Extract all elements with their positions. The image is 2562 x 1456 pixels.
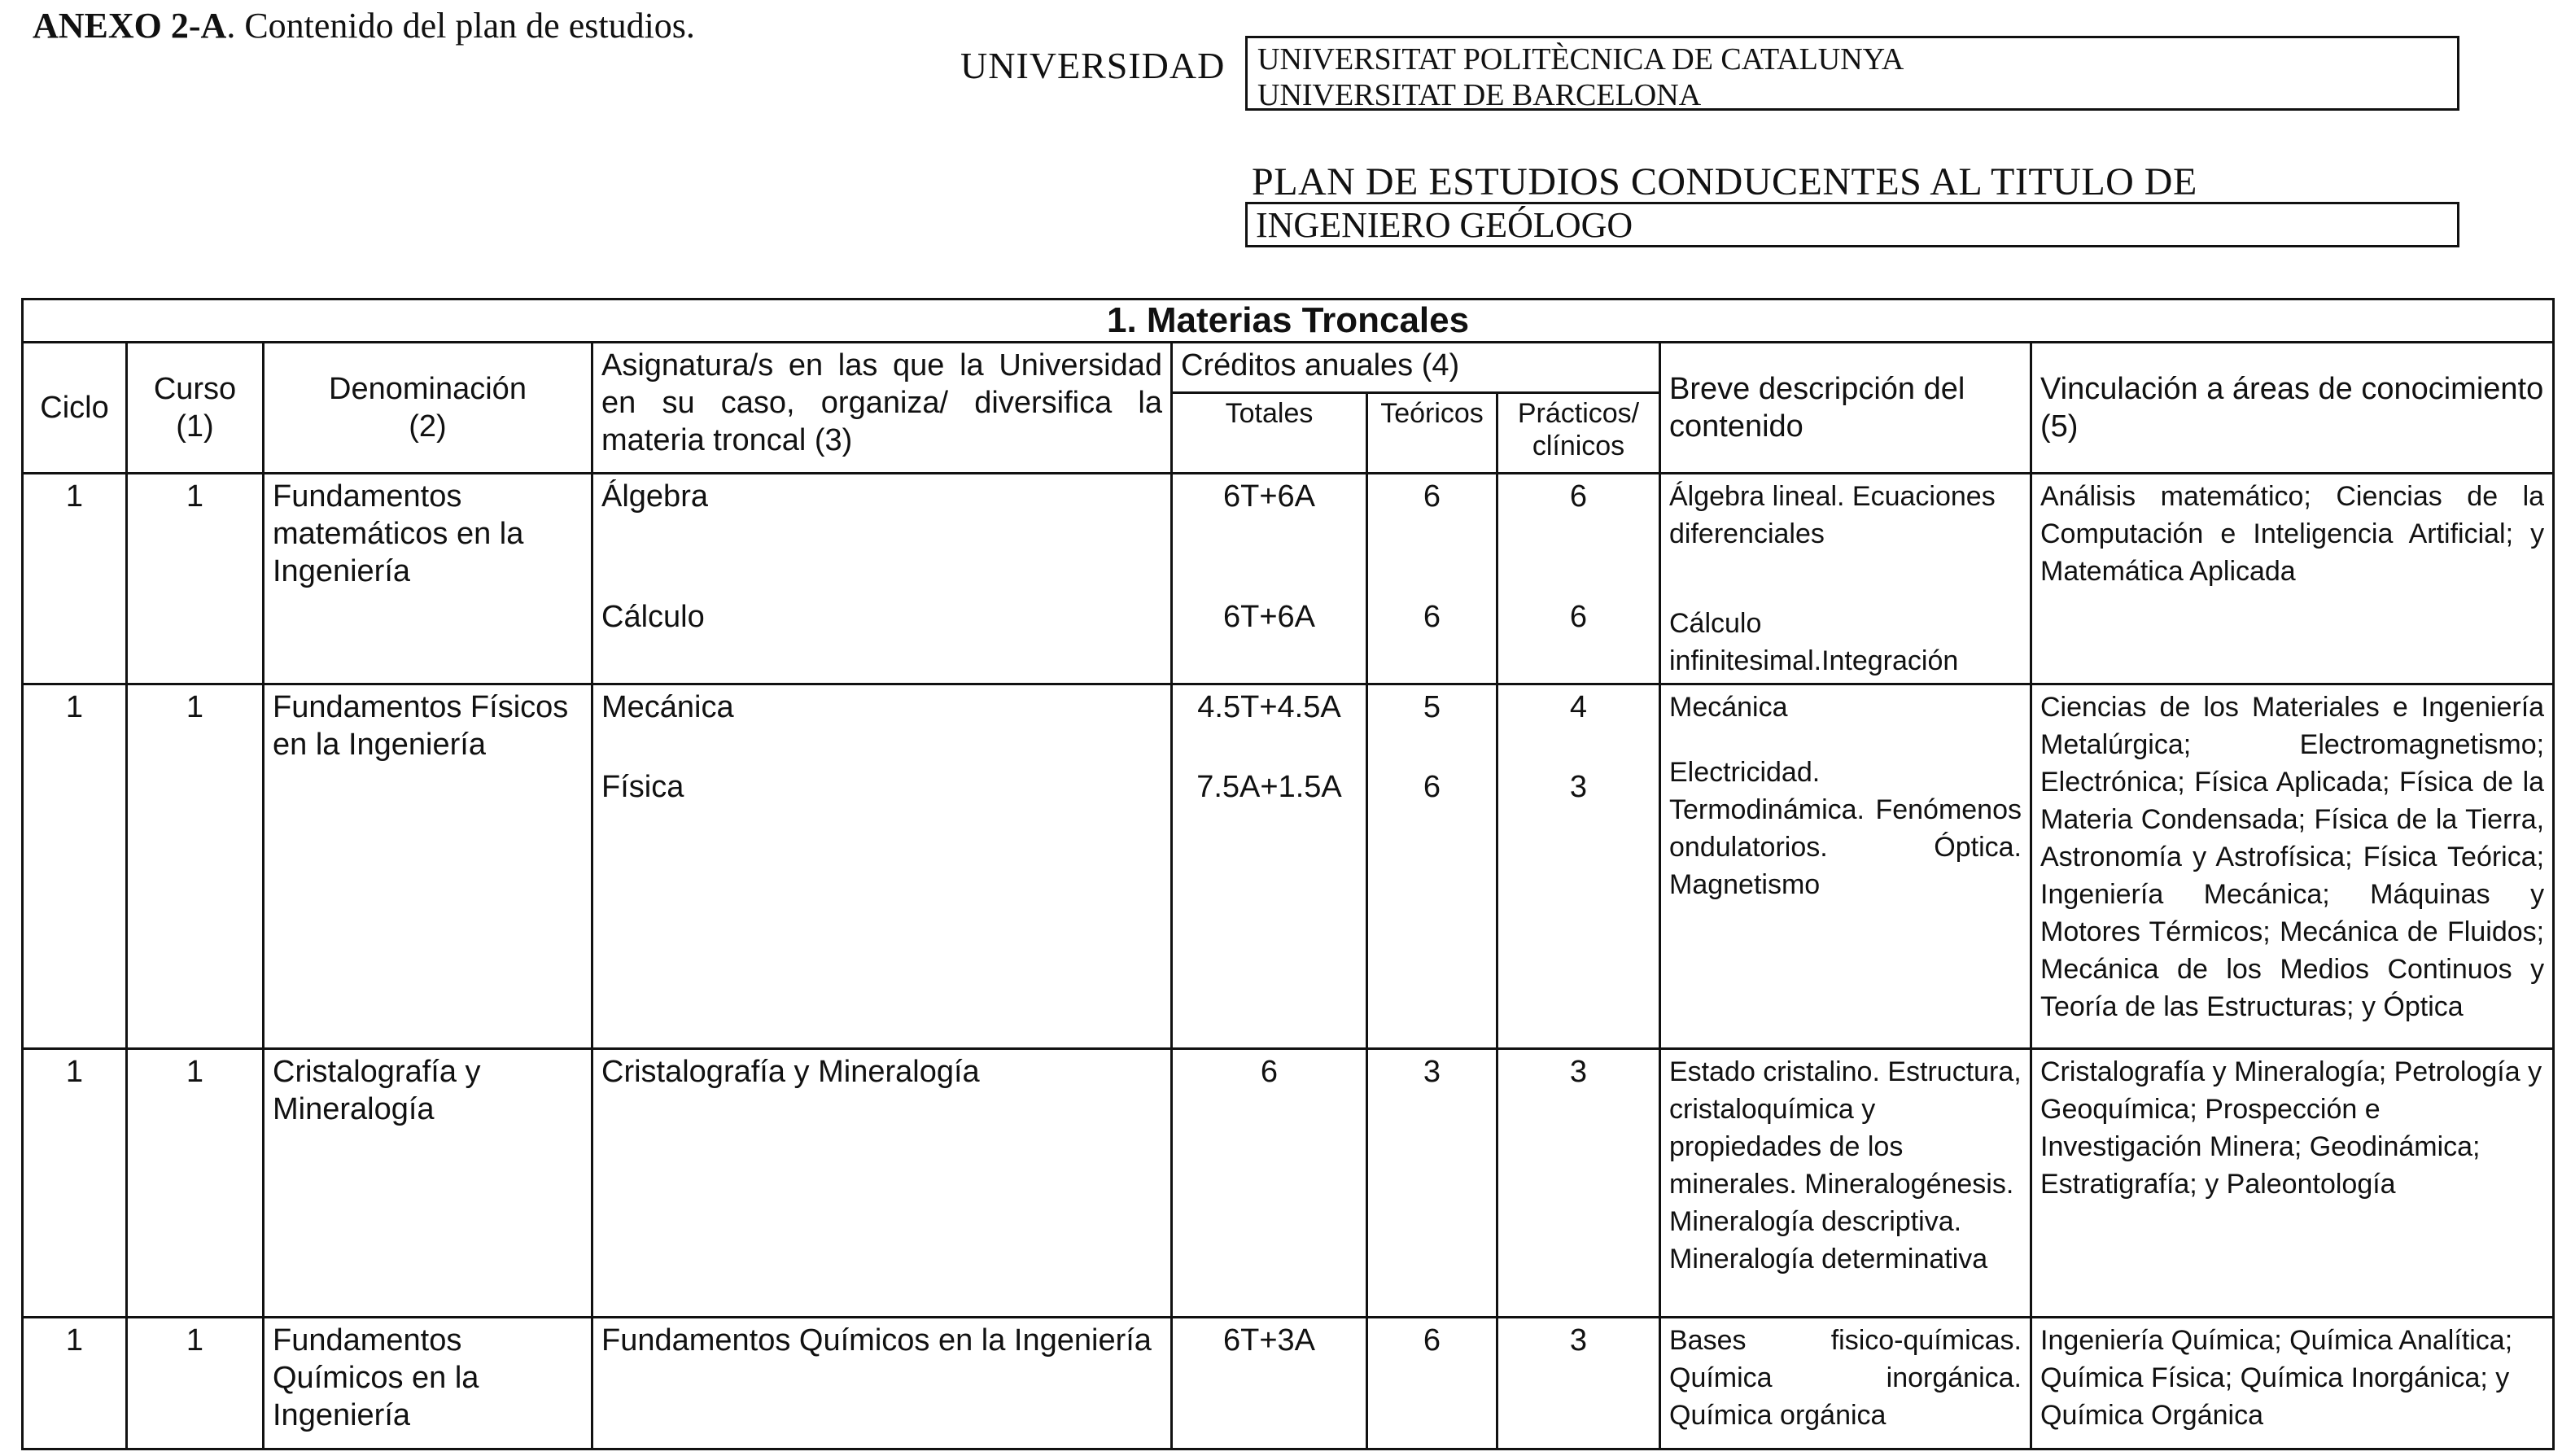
cell-asignatura xyxy=(592,474,1172,684)
cell-ciclo: 1 xyxy=(23,1318,127,1449)
cell-descripcion: Bases fisico-químicas. Química inorgánica. Química orgánica xyxy=(1660,1318,2031,1449)
header-row-1 xyxy=(23,343,2554,393)
caption-row xyxy=(23,300,2554,343)
cell-teoricos: 3 xyxy=(1367,1049,1497,1318)
cell-curso: 1 xyxy=(127,1318,264,1449)
header-asignatura: Asignatura/s en las que la Universidad en su caso, organiza/ diversifica la materia troncal (3) xyxy=(592,343,1172,474)
cell-ciclo: 1 xyxy=(23,684,127,1049)
header-vinculacion: Vinculación a áreas de conocimiento (5) xyxy=(2031,343,2554,474)
universidad-box xyxy=(1245,36,2459,111)
descripcion-text: Electricidad. Termodinámica. Fenómenos ondulatorios. Óptica. Magnetismo xyxy=(1669,757,2022,901)
table-caption: 1. Materias Troncales xyxy=(23,300,2554,343)
teoricos-value: 6 xyxy=(1423,770,1441,805)
cell-teoricos xyxy=(1367,684,1497,1049)
universidad-name-1: UNIVERSITAT POLITÈCNICA DE CATALUNYA xyxy=(1257,42,1904,77)
header-ciclo: Ciclo xyxy=(23,343,127,474)
table-row xyxy=(23,684,2554,1049)
practicos-value: 6 xyxy=(1569,479,1588,514)
totales-value: 6T+6A xyxy=(1222,479,1316,514)
cell-totales: 6T+3A xyxy=(1172,1318,1367,1449)
cell-vinculacion: Ingeniería Química; Química Analítica; Química Física; Química Inorgánica; y Química Orgánica xyxy=(2031,1318,2554,1449)
annex-title xyxy=(33,5,695,46)
header-descripcion: Breve descripción del contenido xyxy=(1660,343,2031,474)
header-curso: Curso (1) xyxy=(127,343,264,474)
cell-curso: 1 xyxy=(127,474,264,684)
universidad-name-2: UNIVERSITAT DE BARCELONA xyxy=(1257,78,1702,112)
cell-teoricos: 6 xyxy=(1367,1318,1497,1449)
cell-practicos: 3 xyxy=(1497,1049,1660,1318)
totales-value: 7.5A+1.5A xyxy=(1196,770,1342,805)
plan-label: PLAN DE ESTUDIOS CONDUCENTES AL TITULO DE xyxy=(1252,160,2197,203)
teoricos-value: 6 xyxy=(1423,600,1441,635)
cell-ciclo: 1 xyxy=(23,474,127,684)
cell-vinculacion: Ciencias de los Materiales e Ingeniería Metalúrgica; Electromagnetismo; Electrónica; Física Aplicada; Física de la Materia Condensada; Física de la Tierra, Astronomía y Astrofísica; Física Teórica; Ingeniería Mecánica; Máquinas y Motores Térmicos; Mecánica de Fluidos; Mecánica de los Medios Continuos y Teoría de las Estructuras; y Óptica xyxy=(2031,684,2554,1049)
header-denominacion-note: (2) xyxy=(409,409,447,444)
asignatura-name: Álgebra xyxy=(601,479,708,514)
cell-denominacion: Fundamentos Físicos en la Ingeniería xyxy=(264,684,592,1049)
cell-asignatura: Fundamentos Químicos en la Ingeniería xyxy=(592,1318,1172,1449)
cell-ciclo: 1 xyxy=(23,1049,127,1318)
teoricos-value: 6 xyxy=(1423,479,1441,514)
cell-descripcion xyxy=(1660,474,2031,684)
cell-totales xyxy=(1172,474,1367,684)
annex-label: ANEXO 2-A xyxy=(33,6,227,46)
cell-vinculacion: Cristalografía y Mineralogía; Petrología y Geoquímica; Prospección e Investigación Minera; Geodinámica; Estratigrafía; y Paleontología xyxy=(2031,1049,2554,1318)
practicos-value: 6 xyxy=(1569,600,1588,635)
table-row xyxy=(23,1318,2554,1449)
totales-value: 6T+6A xyxy=(1222,600,1316,635)
table-row xyxy=(23,1049,2554,1318)
cell-denominacion: Cristalografía y Mineralogía xyxy=(264,1049,592,1318)
header-denominacion-label: Denominación xyxy=(329,372,527,407)
totales-value: 4.5T+4.5A xyxy=(1197,690,1341,725)
practicos-value: 4 xyxy=(1569,690,1588,725)
descripcion-text: Álgebra lineal. Ecuaciones diferenciales xyxy=(1669,481,1996,550)
cell-curso: 1 xyxy=(127,1049,264,1318)
descripcion-text: Cálculo infinitesimal.Integración xyxy=(1669,608,1959,677)
universidad-label: UNIVERSIDAD xyxy=(960,45,1226,86)
titulo-box xyxy=(1245,202,2459,247)
asignatura-name: Mecánica xyxy=(601,690,734,725)
header-denominacion xyxy=(264,343,592,474)
cell-practicos xyxy=(1497,474,1660,684)
cell-curso: 1 xyxy=(127,684,264,1049)
descripcion-text: Mecánica xyxy=(1669,692,1788,724)
cell-totales: 6 xyxy=(1172,1049,1367,1318)
cell-denominacion: Fundamentos Químicos en la Ingeniería xyxy=(264,1318,592,1449)
header-creditos: Créditos anuales (4) xyxy=(1172,343,1660,393)
cell-descripcion: Estado cristalino. Estructura, cristaloquímica y propiedades de los minerales. Mineralogénesis. Mineralogía descriptiva. Mineralogía determinativa xyxy=(1660,1049,2031,1318)
cell-asignatura: Cristalografía y Mineralogía xyxy=(592,1049,1172,1318)
annex-description: . Contenido del plan de estudios. xyxy=(226,6,695,46)
header-teoricos: Teóricos xyxy=(1367,393,1497,474)
materias-table xyxy=(21,298,2555,1450)
cell-descripcion xyxy=(1660,684,2031,1049)
cell-teoricos xyxy=(1367,474,1497,684)
cell-denominacion: Fundamentos matemáticos en la Ingeniería xyxy=(264,474,592,684)
practicos-value: 3 xyxy=(1569,770,1588,805)
titulo-value: INGENIERO GEÓLOGO xyxy=(1256,205,1633,245)
cell-vinculacion: Análisis matemático; Ciencias de la Computación e Inteligencia Artificial; y Matemática Aplicada xyxy=(2031,474,2554,684)
teoricos-value: 5 xyxy=(1423,690,1441,725)
cell-asignatura xyxy=(592,684,1172,1049)
table-row xyxy=(23,474,2554,684)
header-totales: Totales xyxy=(1172,393,1367,474)
asignatura-name: Cálculo xyxy=(601,600,705,635)
header-practicos: Prácticos/ clínicos xyxy=(1497,393,1660,474)
cell-totales xyxy=(1172,684,1367,1049)
cell-practicos: 3 xyxy=(1497,1318,1660,1449)
cell-practicos xyxy=(1497,684,1660,1049)
asignatura-name: Física xyxy=(601,770,684,805)
